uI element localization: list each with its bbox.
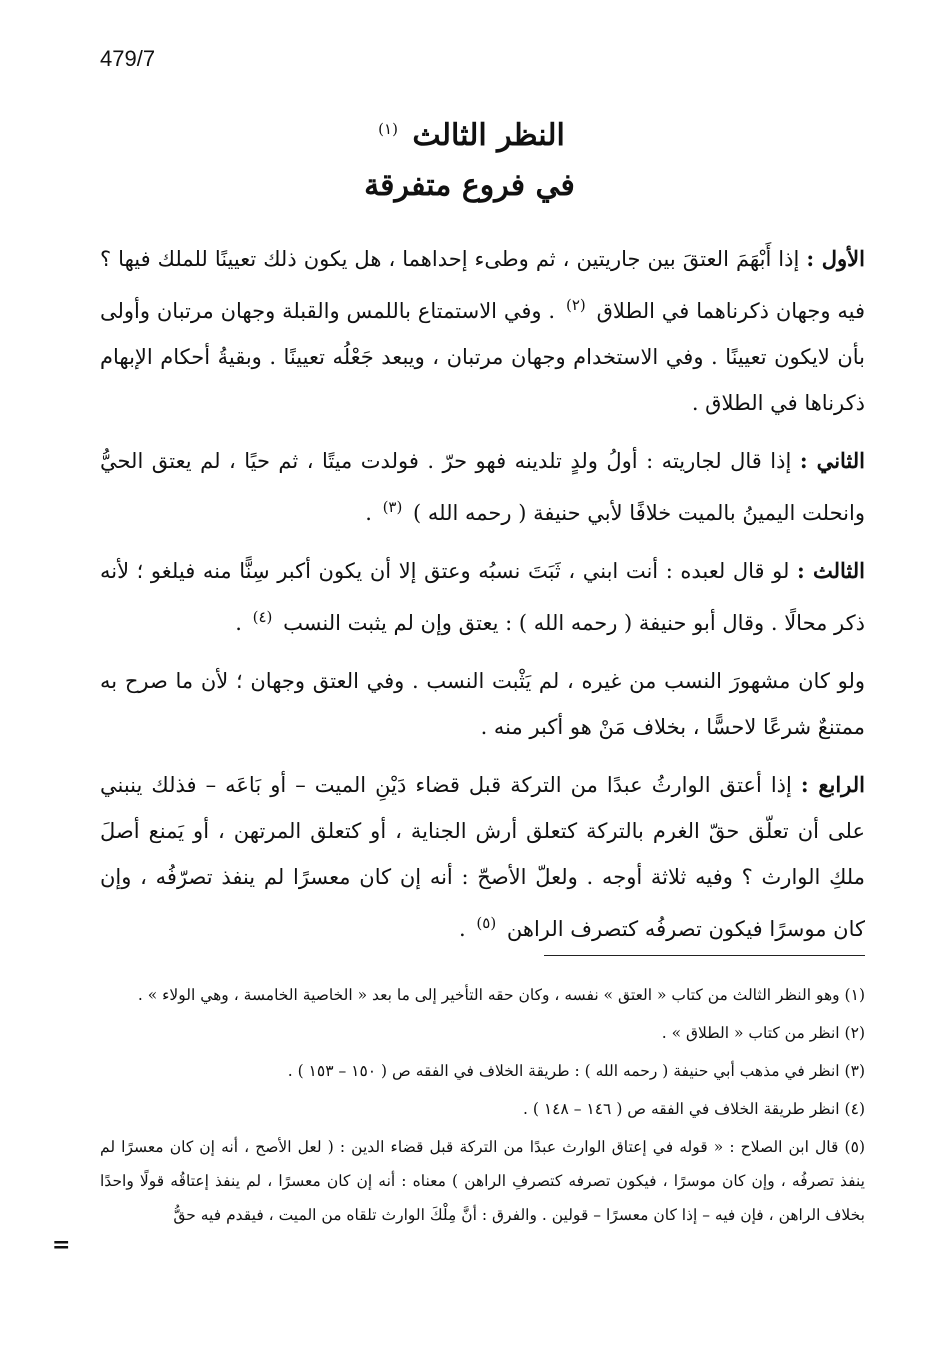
- continuation-mark: =: [52, 1232, 71, 1258]
- section-title: [0, 118, 939, 153]
- footnote-number: (١): [844, 986, 865, 1004]
- footnote-item: [100, 1016, 865, 1050]
- footnote-number: (٢): [844, 1024, 865, 1042]
- paragraph-second: [100, 438, 865, 536]
- section-title-text: النظر الثالث: [412, 118, 565, 153]
- footnote-divider: [544, 955, 865, 956]
- paragraph-lead: الثالث :: [797, 558, 865, 583]
- paragraph-text: إذا أَبْهَمَ العتقَ بين جاريتين ، ثم وطىء إحداهما ، هل يكون ذلك تعيينًا للملك فيها ؟ فيه وجهان ذكرناهما في الطلاق: [100, 247, 865, 323]
- footnote-item: [100, 1054, 865, 1088]
- footnote-item: [100, 1130, 865, 1232]
- footnote-ref: (٢): [565, 296, 586, 314]
- footnote-text: انظر من كتاب « الطلاق » .: [661, 1024, 840, 1042]
- paragraph-text: إذا قال لجاريته : أولُ ولدٍ تلدينه فهو حرّ . فولدت ميتًا ، ثم حيًا ، لم يعتق الحيُّ وانحلت اليمينُ بالميت خلافًا لأبي حنيفة ( رحمه الله ): [100, 449, 865, 525]
- paragraph-first: [100, 236, 865, 426]
- paragraph-lead: الرابع :: [800, 772, 865, 797]
- footnote-number: (٣): [844, 1062, 865, 1080]
- footnote-text: قال ابن الصلاح : « قوله في إعتاق الوارث عبدًا من التركة قبل قضاء الدين : ( لعل الأصح ، أنه إن كان معسرًا لم ينفذ تصرفُه ، وإن كان موسرًا ، فيكون تصرفه كتصرفِ الراهن ) معناه : أنه إن كان معسرًا ، لم ينفذ إعتاقُه قولًا واحدًا بخلاف الراهن ، فإن فيه – إذا كان معسرًا – قولين . والفرق : أنَّ مِلْكَ الوارث تلقاه من الميت ، فيقدم فيه حقُّ: [100, 1138, 865, 1224]
- paragraph-third: [100, 548, 865, 646]
- paragraph-tail: .: [365, 501, 372, 525]
- paragraph-lead: الأول :: [806, 246, 865, 271]
- footnote-item: [100, 978, 865, 1012]
- paragraph-third-continued: [100, 658, 865, 750]
- footnote-text: وهو النظر الثالث من كتاب « العتق » نفسه ، وكان حقه التأخير إلى ما بعد « الخاصية الخامسة ، وهي الولاء » .: [137, 986, 840, 1004]
- paragraph-lead: الثاني :: [799, 448, 866, 473]
- footnote-ref: (٥): [476, 914, 497, 932]
- footnote-item: [100, 1092, 865, 1126]
- paragraph-text: لو قال لعبده : أنت ابني ، ثَبَتَ نسبُه وعتق إلا أن يكون أكبر سِنًّا منه فيلغو ؛ لأنه ذكر محالًا . وقال أبو حنيفة ( رحمه الله ) : يعتق وإن لم يثبت النسب: [100, 559, 865, 635]
- section-title-footnote-ref: (١): [378, 120, 398, 138]
- footnote-text: انظر في مذهب أبي حنيفة ( رحمه الله ) : طريقة الخلاف في الفقه ص ( ١٥٠ – ١٥٣ ) .: [287, 1062, 840, 1080]
- footnotes: [100, 978, 865, 1236]
- footnote-number: (٥): [844, 1138, 865, 1156]
- footnote-ref: (٤): [252, 608, 273, 626]
- page-number: 479/7: [100, 46, 156, 71]
- footnote-number: (٤): [844, 1100, 865, 1118]
- footnote-ref: (٣): [382, 498, 403, 516]
- paragraph-fourth: [100, 762, 865, 952]
- main-text: [100, 236, 865, 964]
- paragraph-text: إذا أعتق الوارثُ عبدًا من التركة قبل قضاء دَيْنِ الميت – أو بَاعَه – فذلك ينبني على أن تعلّق حقّ الغرم بالتركة كتعلق أرش الجناية ، أو كتعلق المرتهن ، أو يَمنع أصلَ ملكِ الوارث ؟ وفيه ثلاثة أوجه . ولعلّ الأصحّ : أنه إن كان معسرًا لم ينفذ تصرّفُه ، وإن كان موسرًا فيكون تصرفُه كتصرف الراهن: [100, 773, 865, 941]
- footnote-text: انظر طريقة الخلاف في الفقه ص ( ١٤٦ – ١٤٨ ) .: [522, 1100, 840, 1118]
- paragraph-text: ولو كان مشهورَ النسب من غيره ، لم يَثْبت النسب . وفي العتق وجهان ؛ لأن ما صرح به ممتنعٌ شرعًا لاحسًّا ، بخلاف مَنْ هو أكبر منه .: [100, 669, 865, 739]
- section-subtitle: في فروع متفرقة: [364, 168, 575, 203]
- paragraph-tail: .: [459, 917, 466, 941]
- paragraph-tail: .: [235, 611, 242, 635]
- paragraph-tail: . وفي الاستمتاع باللمس والقبلة وجهان مرتبان وأولى بأن لايكون تعيينًا . وفي الاستخدام وجهان مرتبان ، ويبعد جَعْلُه تعيينًا . وبقيةُ أحكام الإبهام ذكرناها في الطلاق .: [100, 299, 865, 415]
